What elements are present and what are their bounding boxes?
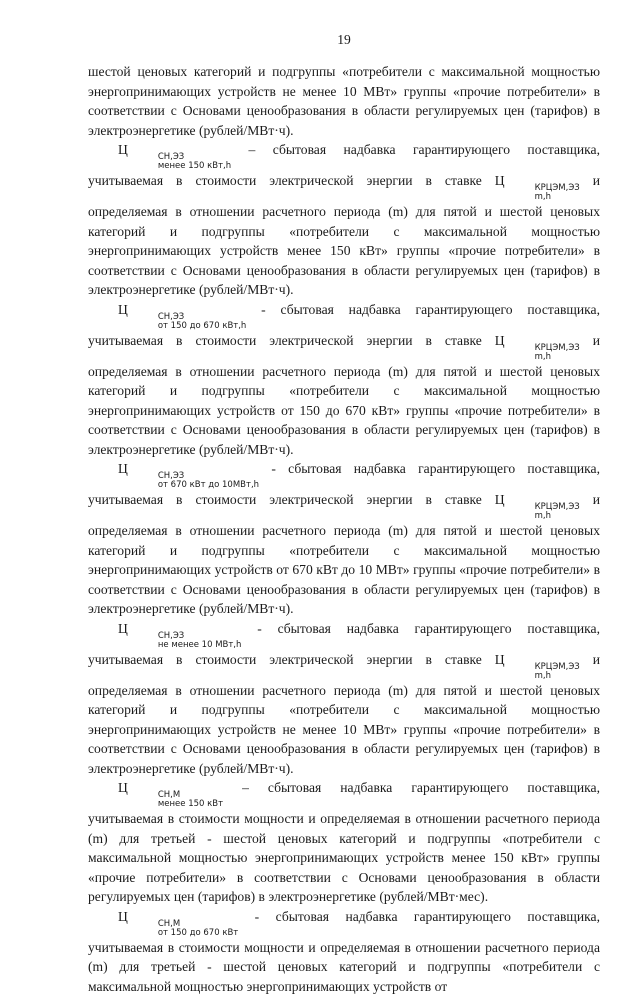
- definition-paragraph: [88, 778, 600, 907]
- definition-tail: и определяемая в отношении расчетного периода (m) для пятой и шестой ценовых категорий и подгруппы «потребители с максимальной мощностью энергопринимающих устройств от 150 до 670 кВт» группы «прочие потребители» в соответствии с Основами ценообразования в области регулируемых цен (тарифов) в электроэнергетике (рублей/МВт·ч).: [88, 333, 600, 457]
- definition-paragraph: [88, 907, 600, 996]
- tariff-symbol: Ц СН,ЭЗ от 670 кВт до 10МВт,h: [118, 461, 259, 476]
- reference-symbol: Ц КРЦЭМ,ЭЗ m,h: [495, 333, 580, 348]
- reference-symbol: Ц КРЦЭМ,ЭЗ m,h: [495, 492, 580, 507]
- definition-lead: - сбытовая надбавка гарантирующего поставщика, учитываемая в стоимости электрической энергии в ставке: [88, 461, 600, 507]
- page-number: 19: [88, 30, 600, 50]
- definition-paragraph: [88, 140, 600, 300]
- definition-paragraph: [88, 619, 600, 779]
- tariff-symbol: Ц СН,ЭЗ не менее 10 МВт,h: [118, 621, 241, 636]
- intro-paragraph: шестой ценовых категорий и подгруппы «потребители с максимальной мощностью энергопринимающих устройств не менее 10 МВт» группы «прочие потребители» в соответствии с Основами ценообразования в области регулируемых цен (тарифов) в электроэнергетике (рублей/МВт·ч).: [88, 62, 600, 140]
- definition-tail: и определяемая в отношении расчетного периода (m) для пятой и шестой ценовых категорий и подгруппы «потребители с максимальной мощностью энергопринимающих устройств не менее 10 МВт» группы «прочие потребители» в соответствии с Основами ценообразования в области регулируемых цен (тарифов) в электроэнергетике (рублей/МВт·ч).: [88, 652, 600, 776]
- tariff-symbol: Ц СН,М менее 150 кВт: [118, 780, 223, 795]
- tariff-symbol: Ц СН,ЭЗ менее 150 кВт,h: [118, 142, 231, 157]
- definition-paragraph: [88, 459, 600, 619]
- reference-symbol: Ц КРЦЭМ,ЭЗ m,h: [495, 173, 580, 188]
- definition-lead: – сбытовая надбавка гарантирующего поставщика, учитываемая в стоимости мощности и определяемая в отношении расчетного периода (m) для третьей - шестой ценовых категорий и подгруппы «потребители с максимальной мощностью энергопринимающих устройств менее 150 кВт» группы «прочие потребители» в соответствии с Основами ценообразования в области регулируемых цен (тарифов) в электроэнергетике (рублей/МВт·мес).: [88, 780, 600, 904]
- definition-lead: - сбытовая надбавка гарантирующего поставщика, учитываемая в стоимости мощности и определяемая в отношении расчетного периода (m) для третьей - шестой ценовых категорий и подгруппы «потребители с максимальной мощностью энергопринимающих устройств от: [88, 909, 600, 994]
- definition-lead: – сбытовая надбавка гарантирующего поставщика, учитываемая в стоимости электрической энергии в ставке: [88, 142, 600, 188]
- definition-tail: и определяемая в отношении расчетного периода (m) для пятой и шестой ценовых категорий и подгруппы «потребители с максимальной мощностью энергопринимающих устройств менее 150 кВт» группы «прочие потребители» в соответствии с Основами ценообразования в области регулируемых цен (тарифов) в электроэнергетике (рублей/МВт·ч).: [88, 173, 600, 297]
- tariff-symbol: Ц СН,ЭЗ от 150 до 670 кВт,h: [118, 302, 246, 317]
- definition-paragraph: [88, 300, 600, 460]
- definition-tail: и определяемая в отношении расчетного периода (m) для пятой и шестой ценовых категорий и подгруппы «потребители с максимальной мощностью энергопринимающих устройств от 670 кВт до 10 МВт» группы «прочие потребители» в соответствии с Основами ценообразования в области регулируемых цен (тарифов) в электроэнергетике (рублей/МВт·ч).: [88, 492, 600, 616]
- document-body: [88, 62, 600, 996]
- tariff-symbol: Ц СН,М от 150 до 670 кВт: [118, 909, 238, 924]
- definition-lead: - сбытовая надбавка гарантирующего поставщика, учитываемая в стоимости электрической энергии в ставке: [88, 621, 600, 667]
- definition-lead: - сбытовая надбавка гарантирующего поставщика, учитываемая в стоимости электрической энергии в ставке: [88, 302, 600, 348]
- reference-symbol: Ц КРЦЭМ,ЭЗ m,h: [495, 652, 580, 667]
